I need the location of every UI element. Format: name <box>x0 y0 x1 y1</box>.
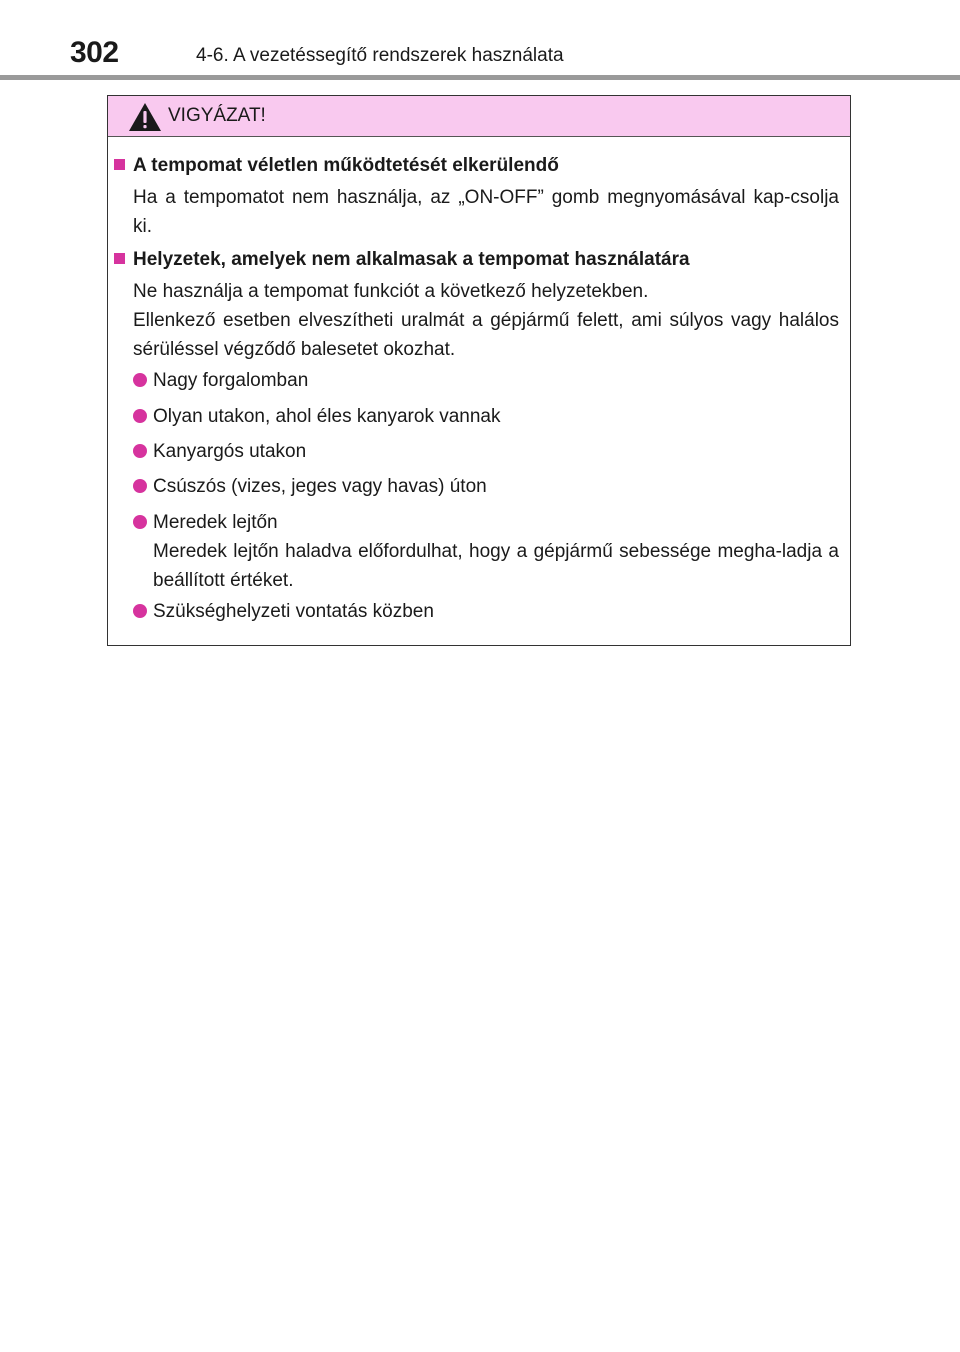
section-heading-text: Helyzetek, amelyek nem alkalmasak a tempomat használatára <box>133 249 690 270</box>
list-item-text: Szükséghelyzeti vontatás közben <box>153 601 434 622</box>
list-item-text: Kanyargós utakon <box>153 441 307 462</box>
list-item-text: Meredek lejtőn <box>153 512 278 533</box>
square-bullet-icon <box>114 253 125 264</box>
round-bullet-icon <box>133 444 147 458</box>
list-item <box>133 402 839 431</box>
round-bullet-icon <box>133 515 147 529</box>
round-bullet-icon <box>133 479 147 493</box>
caution-title: VIGYÁZAT! <box>168 105 266 126</box>
list-item <box>133 472 839 501</box>
section-title: 4-6. A vezetéssegítő rendszerek használata <box>196 45 564 66</box>
list-item <box>133 597 839 626</box>
warning-triangle-icon <box>128 102 162 132</box>
paragraph: Ellenkező esetben elveszítheti uralmát a gépjármű felett, ami súlyos vagy halálos sérüléssel végződő balesetet okozhat. <box>133 310 839 360</box>
list-item <box>133 508 839 595</box>
list-item-text: Csúszós (vizes, jeges vagy havas) úton <box>153 476 487 497</box>
square-bullet-icon <box>114 159 125 170</box>
caution-header <box>108 96 850 137</box>
round-bullet-icon <box>133 604 147 618</box>
caution-box <box>107 95 851 646</box>
paragraph: Ne használja a tempomat funkciót a következő helyzetekben. <box>133 281 649 302</box>
page-header <box>0 0 960 80</box>
round-bullet-icon <box>133 373 147 387</box>
section-heading-accidental-operation <box>114 155 559 177</box>
section-heading-text: A tempomat véletlen működtetését elkerülendő <box>133 155 559 176</box>
page-number: 302 <box>70 36 119 69</box>
list-item-detail: Meredek lejtőn haladva előfordulhat, hogy a gépjármű sebessége megha-ladja a beállított értéket. <box>153 541 839 591</box>
section-heading-unsuitable-situations <box>114 249 690 271</box>
round-bullet-icon <box>133 409 147 423</box>
paragraph: Ha a tempomatot nem használja, az „ON-OFF” gomb megnyomásával kap-csolja ki. <box>133 187 839 237</box>
header-rule <box>0 75 960 80</box>
list-item <box>133 437 839 466</box>
list-item-text: Nagy forgalomban <box>153 370 309 391</box>
list-item-text: Olyan utakon, ahol éles kanyarok vannak <box>153 406 501 427</box>
list-item <box>133 366 839 395</box>
